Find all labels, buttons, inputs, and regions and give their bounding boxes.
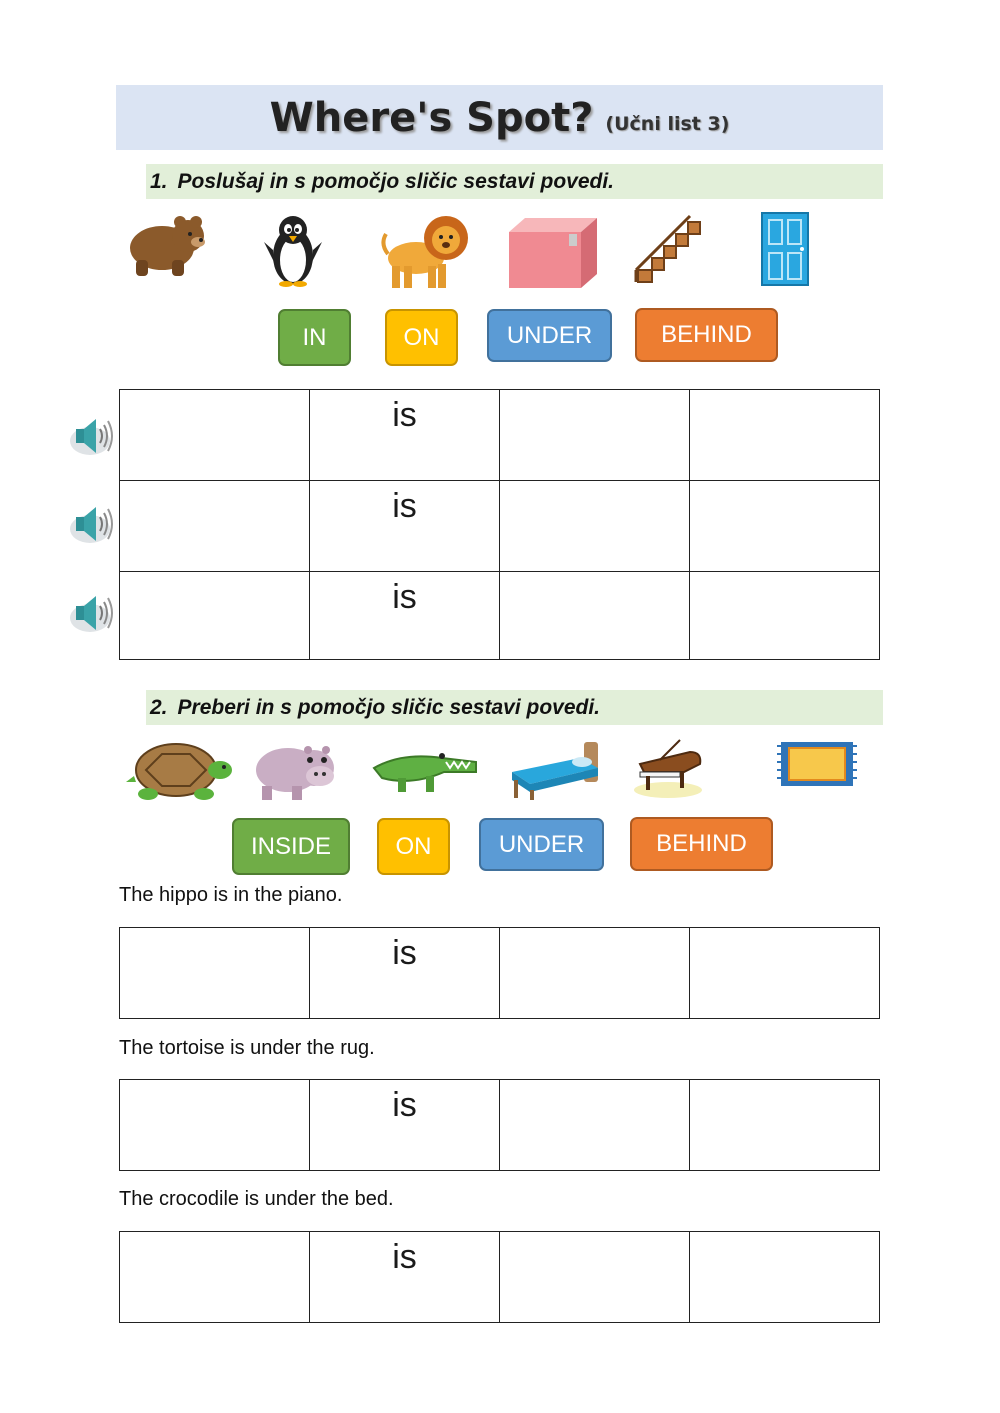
lion-icon — [380, 210, 472, 292]
chip-under[interactable]: UNDER — [487, 309, 612, 362]
verb-cell: is — [310, 1080, 500, 1171]
task2-instruction — [146, 690, 883, 725]
door-icon — [760, 211, 810, 287]
answer-cell[interactable] — [690, 1080, 880, 1171]
piano-icon — [630, 738, 706, 800]
page-title: Where's Spot? — [269, 94, 594, 141]
answer-cell[interactable] — [120, 572, 310, 660]
verb-cell: is — [310, 1232, 500, 1323]
answer-cell[interactable] — [500, 1080, 690, 1171]
task1-sentence-table — [119, 389, 880, 660]
task2-instruction-text: Preberi in s pomočjo sličic sestavi povedi. — [177, 695, 601, 719]
prompt-sentence: The tortoise is under the rug. — [119, 1037, 375, 1059]
answer-cell[interactable] — [120, 928, 310, 1019]
answer-cell[interactable] — [500, 1232, 690, 1323]
answer-cell[interactable] — [690, 1232, 880, 1323]
crocodile-icon — [372, 738, 480, 802]
answer-cell[interactable] — [500, 390, 690, 481]
chip-in[interactable]: IN — [278, 309, 351, 366]
answer-cell[interactable] — [690, 481, 880, 572]
chip-on[interactable]: ON — [377, 818, 450, 875]
task1-instruction-text: Poslušaj in s pomočjo sličic sestavi povedi. — [177, 169, 615, 193]
bed-icon — [508, 738, 602, 802]
chip-on[interactable]: ON — [385, 309, 458, 366]
task2-sentence-table-2 — [119, 1079, 880, 1171]
answer-cell[interactable] — [690, 928, 880, 1019]
answer-cell[interactable] — [120, 1080, 310, 1171]
table-row — [120, 481, 880, 572]
answer-cell[interactable] — [120, 1232, 310, 1323]
verb-cell: is — [310, 481, 500, 572]
table-row — [120, 1232, 880, 1323]
answer-cell[interactable] — [690, 390, 880, 481]
answer-cell[interactable] — [120, 481, 310, 572]
verb-cell: is — [310, 572, 500, 660]
answer-cell[interactable] — [120, 390, 310, 481]
table-row — [120, 390, 880, 481]
title-banner — [116, 85, 883, 150]
table-row — [120, 928, 880, 1019]
prompt-sentence: The hippo is in the piano. — [119, 884, 343, 906]
table-row — [120, 1080, 880, 1171]
verb-cell: is — [310, 928, 500, 1019]
worksheet-number: (Učni list 3) — [605, 112, 730, 135]
task2-sentence-table-1 — [119, 927, 880, 1019]
task2-sentence-table-3 — [119, 1231, 880, 1323]
answer-cell[interactable] — [690, 572, 880, 660]
rug-icon — [775, 738, 859, 790]
task1-instruction — [146, 164, 883, 199]
verb-cell: is — [310, 390, 500, 481]
chip-under[interactable]: UNDER — [479, 818, 604, 871]
speaker-icon[interactable] — [70, 503, 116, 547]
bear-icon — [126, 210, 210, 278]
answer-cell[interactable] — [500, 481, 690, 572]
table-row — [120, 572, 880, 660]
speaker-icon[interactable] — [70, 415, 116, 459]
speaker-icon[interactable] — [70, 592, 116, 636]
hippo-icon — [252, 738, 336, 802]
chip-behind[interactable]: BEHIND — [635, 308, 778, 362]
stairs-icon — [632, 210, 704, 286]
task1-number: 1. — [150, 169, 168, 193]
penguin-icon — [262, 212, 324, 288]
task2-number: 2. — [150, 695, 168, 719]
prompt-sentence: The crocodile is under the bed. — [119, 1188, 394, 1210]
chip-behind[interactable]: BEHIND — [630, 817, 773, 871]
chip-inside[interactable]: INSIDE — [232, 818, 350, 875]
answer-cell[interactable] — [500, 572, 690, 660]
tortoise-icon — [126, 736, 234, 802]
box-icon — [505, 216, 599, 292]
answer-cell[interactable] — [500, 928, 690, 1019]
